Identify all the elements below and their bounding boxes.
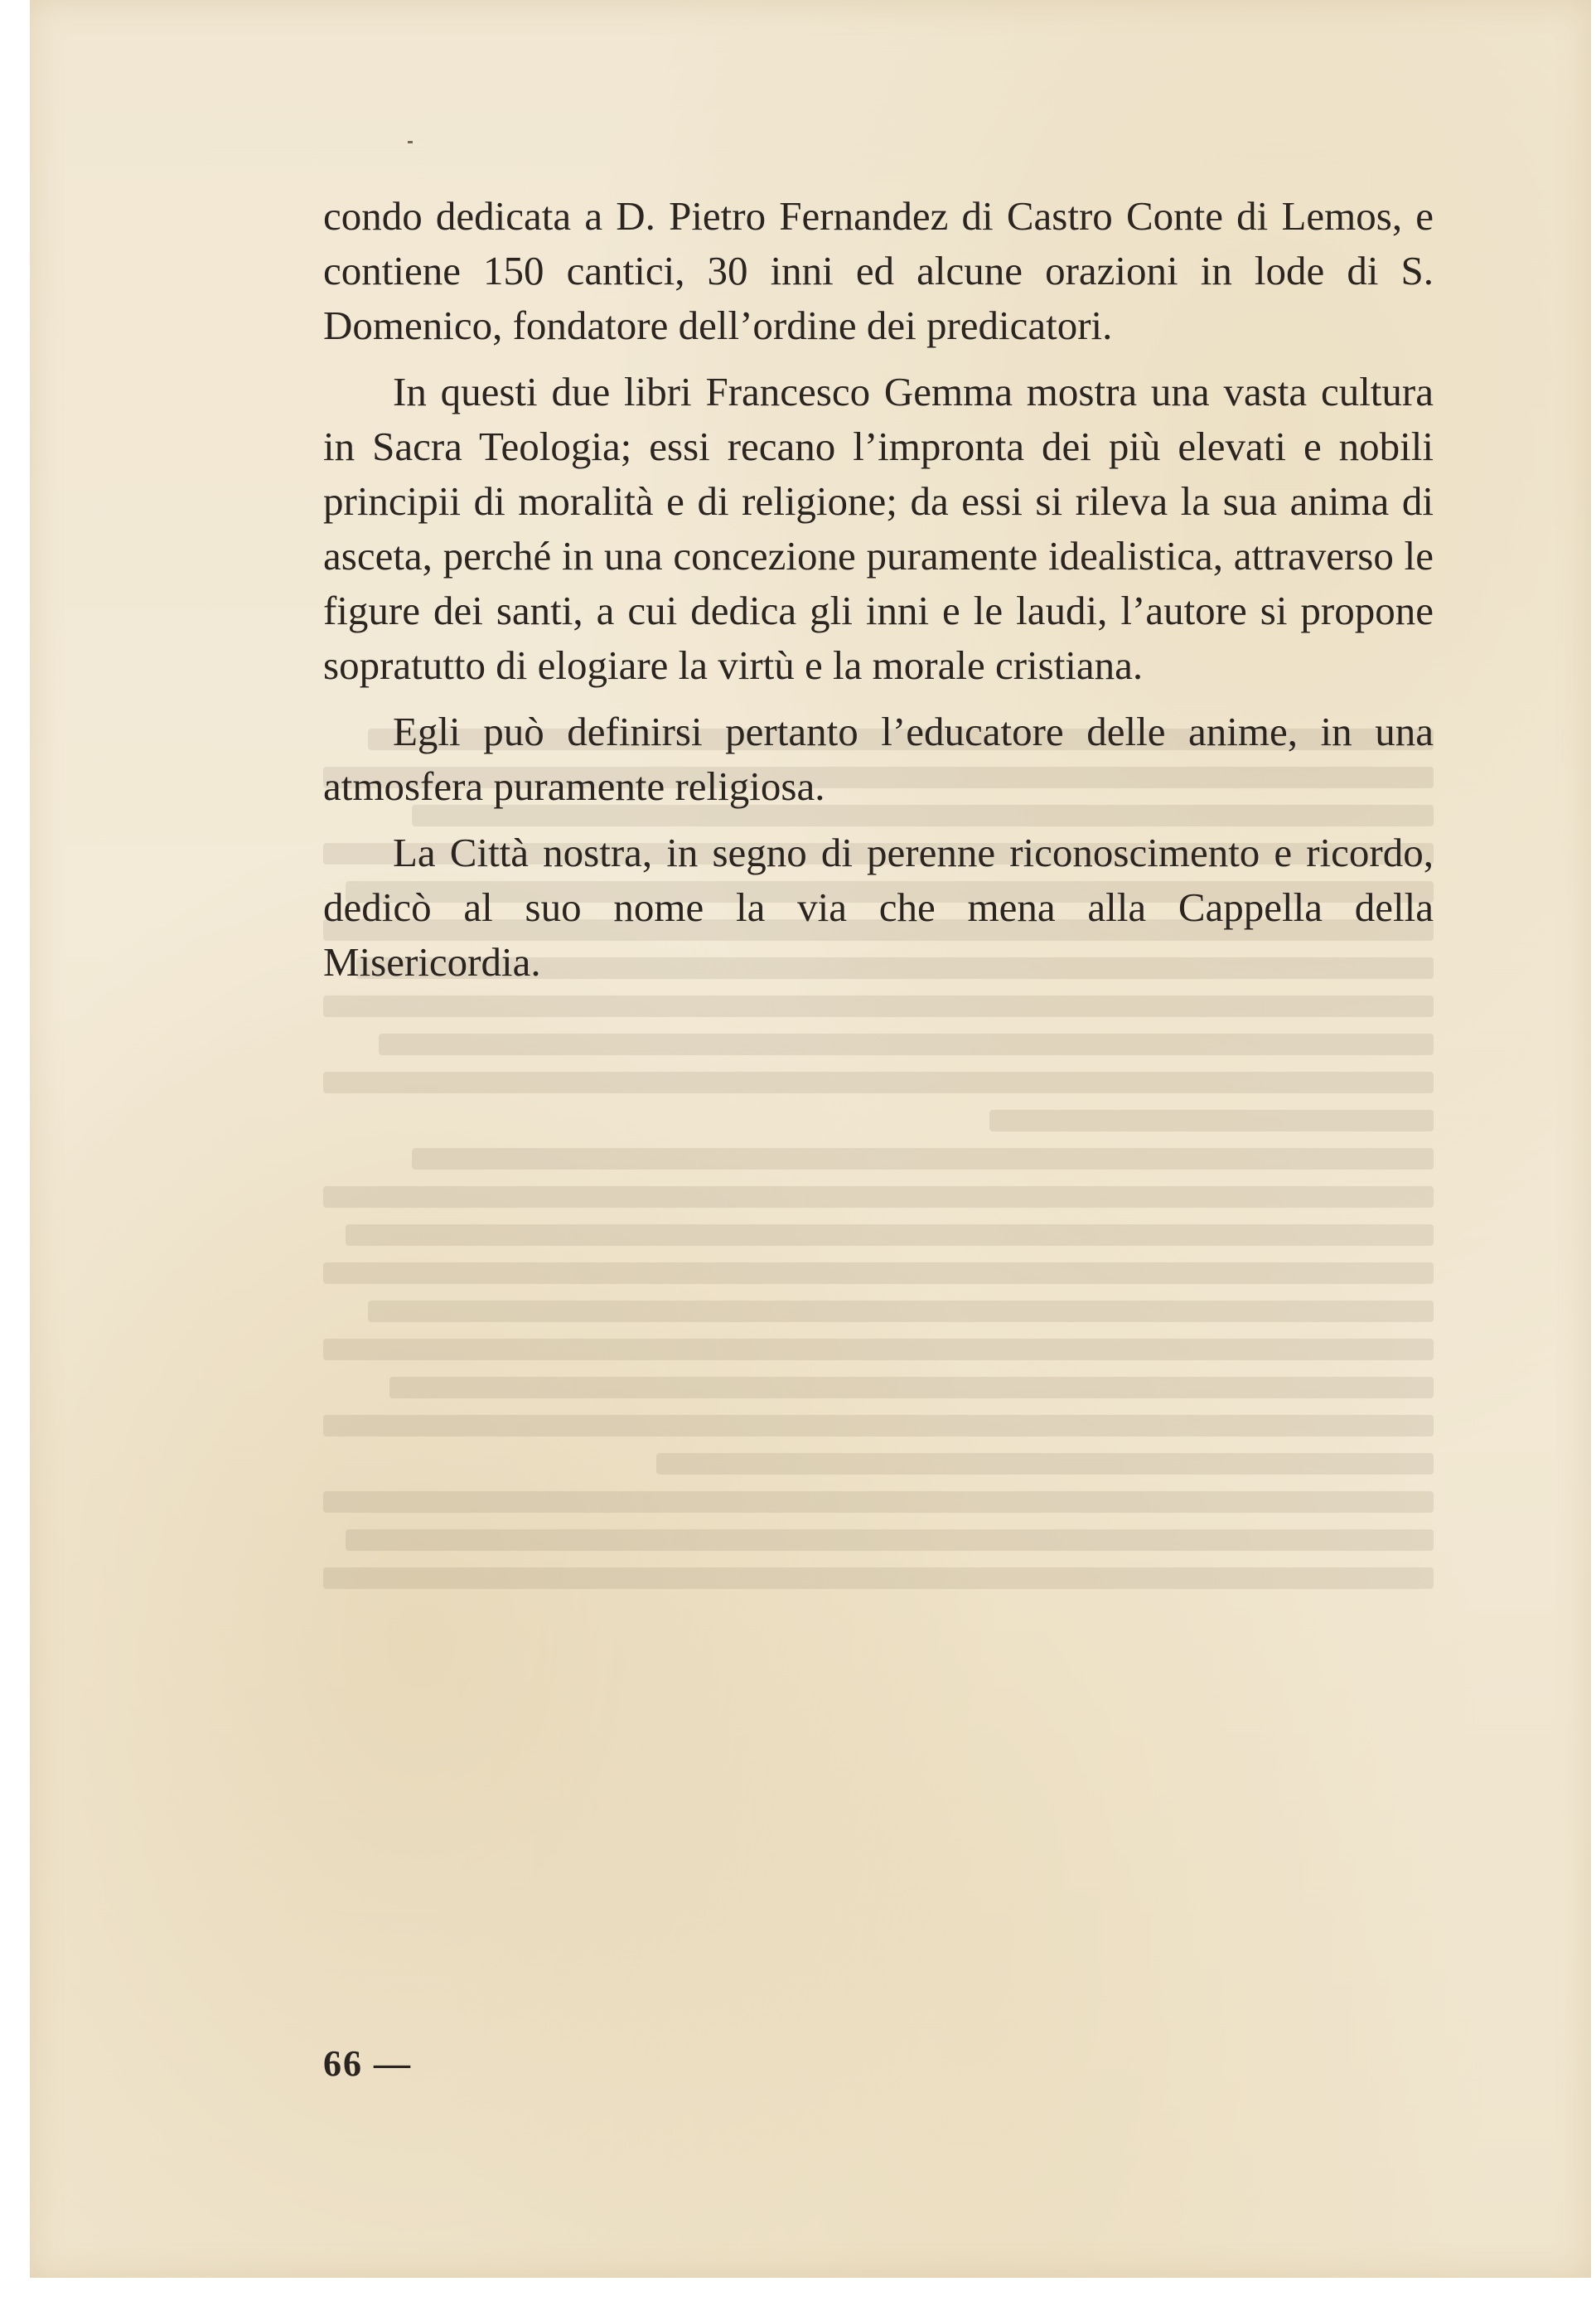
page-number: 66 — <box>323 2043 412 2084</box>
ink-speck <box>408 141 413 143</box>
page-sheet <box>30 0 1591 2278</box>
paragraph-educator: Egli può definirsi pertanto l’educatore delle anime, in una atmosfera puramente religiosa. <box>323 709 1434 809</box>
paragraph-culture: In questi due libri Francesco Gemma mostra una vasta cultura in Sacra Teologia; essi recano l’impronta dei più elevati e nobili principii di moralità e di religione; da essi si rileva la sua anima di asceta, perché in una concezione puramente idealistica, attraverso le figure dei santi, a cui dedica gli inni e le laudi, l’autore si propone sopratutto di elogiare la virtù e la morale cristiana. <box>323 369 1434 688</box>
paragraph-city-tribute: La Città nostra, in segno di perenne riconoscimento e ricordo, dedicò al suo nome la via che mena alla Cappella della Misericordia. <box>323 830 1434 985</box>
paragraph-continuation: condo dedicata a D. Pietro Fernandez di Castro Conte di Lemos, e contiene 150 cantici, 30 inni ed alcune orazioni in lode di S. Domenico, fondatore dell’ordine dei predicatori. <box>323 193 1434 348</box>
body-text <box>323 189 1434 990</box>
